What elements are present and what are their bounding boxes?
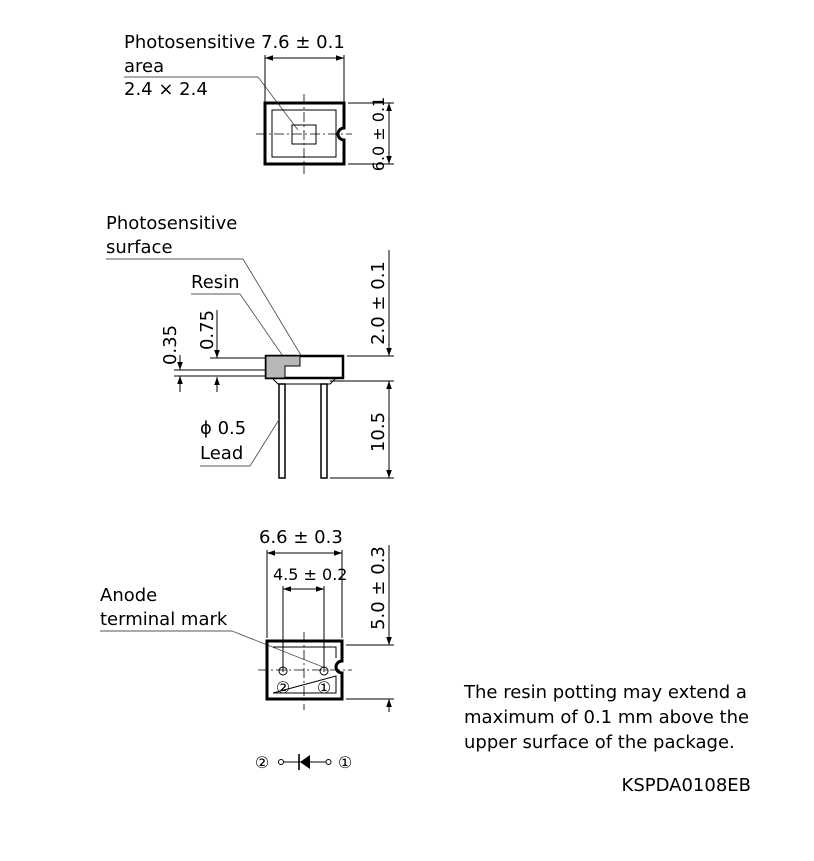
document-code: KSPDA0108EB	[621, 775, 751, 796]
bottom-pitch-dim: 4.5 ± 0.2	[273, 565, 348, 584]
note-line-1: The resin potting may extend a	[464, 682, 747, 703]
side-view	[106, 213, 394, 478]
lead-leader	[250, 418, 280, 466]
terminal-mark-label: terminal mark	[100, 609, 228, 630]
bottom-view	[100, 527, 394, 712]
anode-leader	[232, 631, 323, 667]
side-height-dim: 2.0 ± 0.1	[368, 261, 389, 345]
lead-diameter: ϕ 0.5	[200, 418, 247, 439]
top-view	[124, 32, 394, 174]
dim-0-35: 0.35	[160, 324, 181, 366]
note	[463, 682, 749, 753]
lead-left	[279, 384, 285, 478]
resin-leader	[240, 294, 287, 362]
top-package-outline	[265, 103, 344, 164]
top-height-dim: 6.0 ± 0.1	[369, 96, 388, 172]
top-photosensitive-label: Photosensitive	[124, 32, 256, 53]
top-width-dim: 7.6 ± 0.1	[261, 32, 345, 53]
top-area-size: 2.4 × 2.4	[124, 79, 208, 100]
bottom-pin1-label: ①	[316, 678, 332, 697]
note-line-3: upper surface of the package.	[464, 732, 735, 753]
anode-label: Anode	[100, 585, 158, 606]
schematic-pin2: ②	[254, 753, 270, 772]
surface-leader	[243, 259, 302, 357]
schematic-terminal-right	[326, 760, 331, 765]
note-line-2: maximum of 0.1 mm above the	[464, 707, 750, 728]
dim-0-75: 0.75	[197, 309, 218, 351]
side-surface-label: surface	[106, 237, 173, 258]
schematic-pin1: ①	[337, 753, 353, 772]
schematic-diode-triangle	[300, 755, 310, 769]
lead-right	[321, 384, 327, 478]
bottom-width-dim: 6.6 ± 0.3	[259, 527, 343, 548]
top-area-label: area	[124, 56, 165, 77]
lead-length-dim: 10.5	[368, 411, 389, 453]
side-photosensitive-label: Photosensitive	[106, 213, 238, 234]
diode-schematic	[255, 753, 352, 772]
resin-label: Resin	[191, 272, 240, 293]
lead-label: Lead	[200, 443, 244, 464]
schematic-terminal-left	[279, 760, 284, 765]
bottom-pin2-label: ②	[275, 678, 291, 697]
bottom-height-dim: 5.0 ± 0.3	[368, 546, 389, 630]
